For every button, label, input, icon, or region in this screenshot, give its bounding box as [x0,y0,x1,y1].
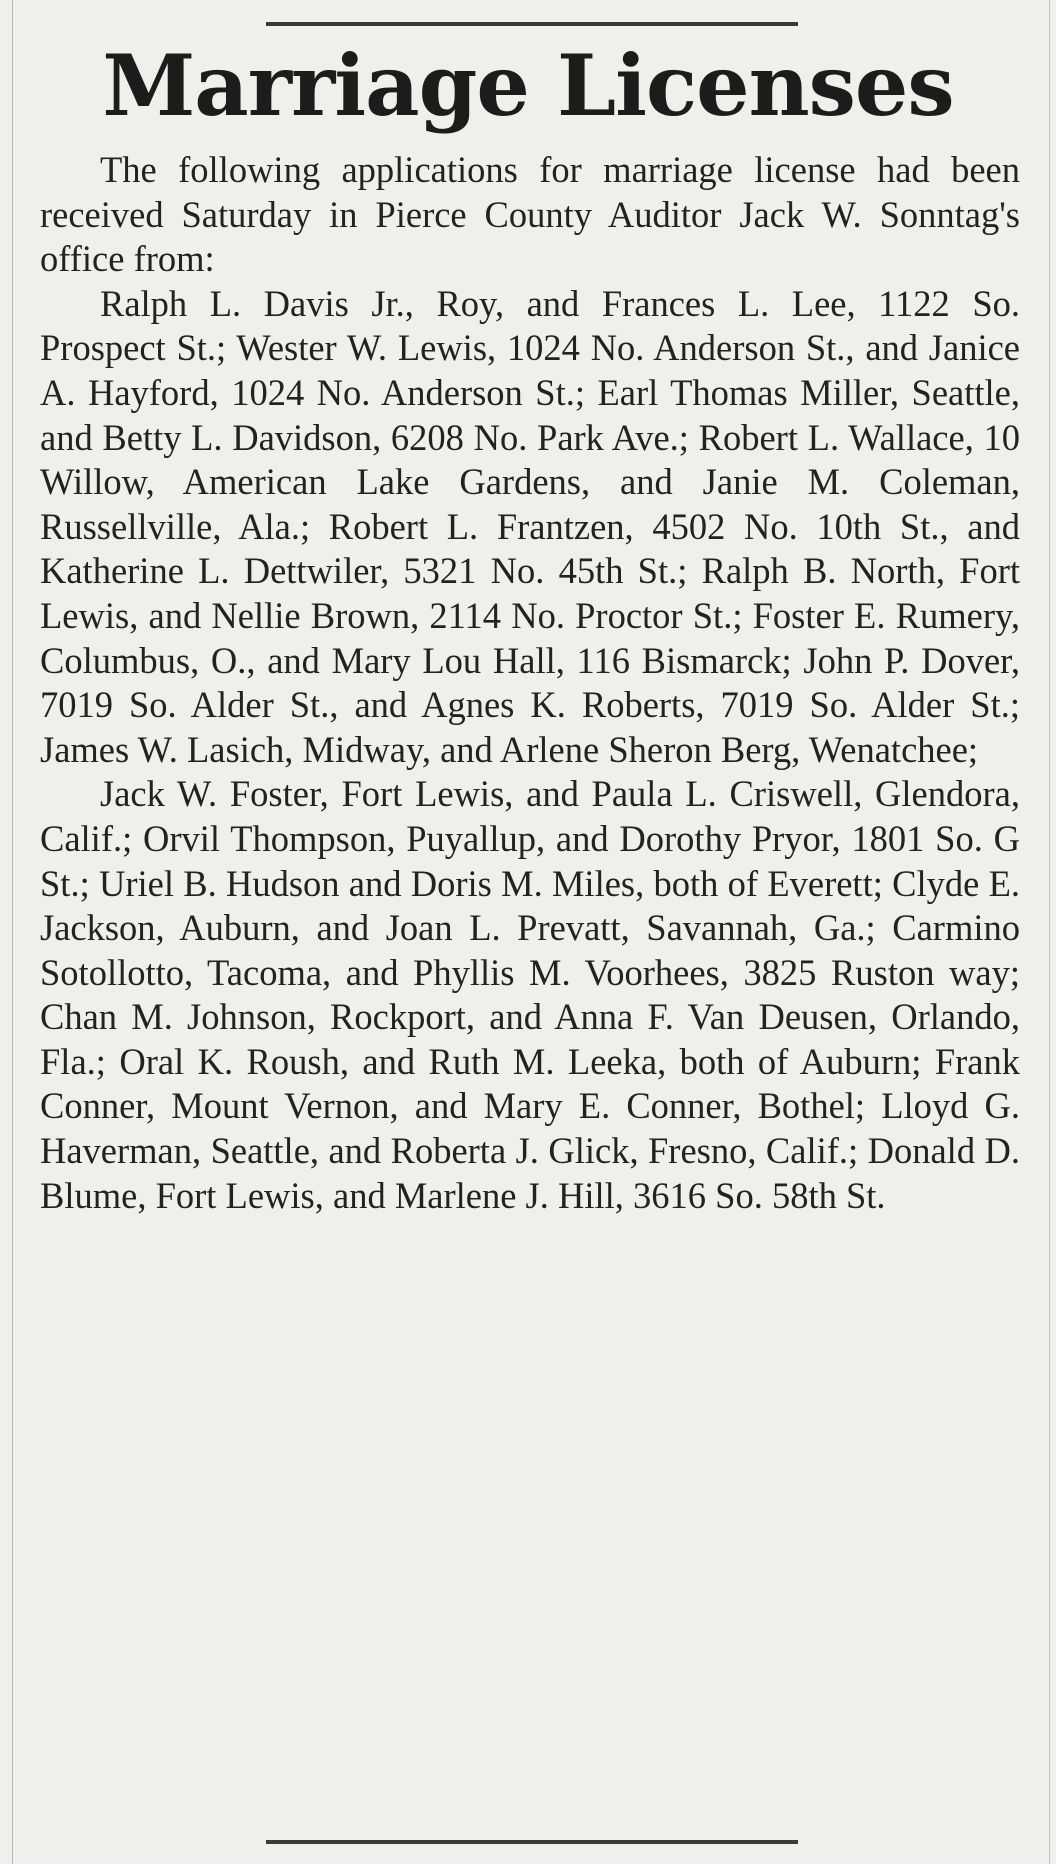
article-paragraph-list-2: Jack W. Foster, Fort Lewis, and Paula L. Criswell, Glendora, Calif.; Orvil Thompson, Puyallup, and Dorothy Pryor, 1801 So. G St.; Uriel B. Hudson and Doris M. Miles, both of Everett; Clyde E. Jackson, Auburn, and Joan L. Prevatt, Savannah, Ga.; Carmino Sotollotto, Tacoma, and Phyllis M. Voorhees, 3825 Ruston way; Chan M. Johnson, Rockport, and Anna F. Van Deusen, Orlando, Fla.; Oral K. Roush, and Ruth M. Leeka, both of Auburn; Frank Conner, Mount Vernon, and Mary E. Conner, Bothel; Lloyd G. Haverman, Seattle, and Roberta J. Glick, Fresno, Calif.; Donald D. Blume, Fort Lewis, and Marlene J. Hill, 3616 So. 58th St. [40,773,1020,1216]
article-headline: Marriage Licenses [102,36,954,135]
column-rule-right [1049,0,1050,1864]
article-body [40,148,1020,1218]
top-divider-rule [266,22,798,26]
article-paragraph-list-1: Ralph L. Davis Jr., Roy, and Frances L. Lee, 1122 So. Prospect St.; Wester W. Lewis, 1024 No. Anderson St., and Janice A. Hayford, 1024 No. Anderson St.; Earl Thomas Miller, Seattle, and Betty L. Davidson, 6208 No. Park Ave.; Robert L. Wallace, 10 Willow, American Lake Gardens, and Janie M. Coleman, Russellville, Ala.; Robert L. Frantzen, 4502 No. 10th St., and Katherine L. Dettwiler, 5321 No. 45th St.; Ralph B. North, Fort Lewis, and Nellie Brown, 2114 No. Proctor St.; Foster E. Rumery, Columbus, O., and Mary Lou Hall, 116 Bismarck; John P. Dover, 7019 So. Alder St., and Agnes K. Roberts, 7019 So. Alder St.; James W. Lasich, Midway, and Arlene Sheron Berg, Wenatchee; [40,282,1020,770]
column-rule-left [12,0,13,1864]
bottom-divider-rule [266,1840,798,1844]
article-paragraph-intro: The following applications for marriage license had been received Saturday in Pierce County Auditor Jack W. Sonntag's office from: [40,149,1020,280]
